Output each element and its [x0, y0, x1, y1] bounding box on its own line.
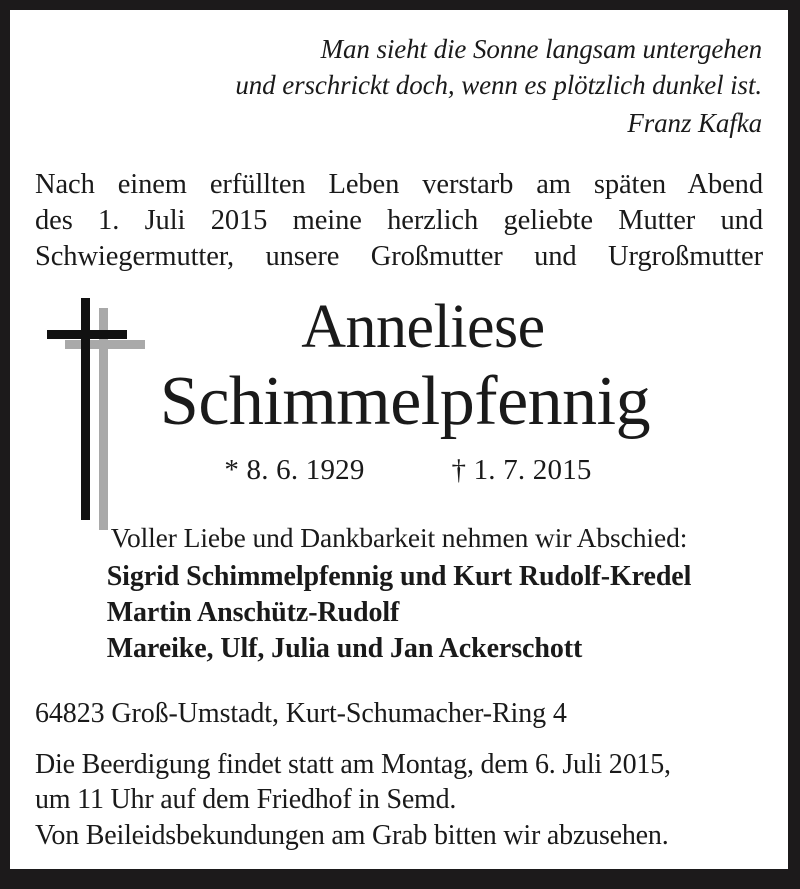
birth-symbol: *	[224, 454, 240, 487]
death-date: 1. 7. 2015	[473, 454, 592, 487]
funeral-line-3: Von Beileidsbekundungen am Grab bitten wir abzusehen.	[35, 820, 669, 852]
mourners-section	[35, 521, 763, 666]
mourner-line: Mareike, Ulf, Julia und Jan Ackerschott	[106, 633, 583, 665]
death-symbol: †	[451, 454, 467, 487]
deceased-family-name: Schimmelpfennig	[159, 363, 651, 441]
quote-line-2: und erschrickt doch, wenn es plötzlich dunkel ist.	[235, 69, 762, 100]
funeral-details	[35, 747, 763, 854]
birth-date: 8. 6. 1929	[246, 454, 365, 487]
quote-author: Franz Kafka	[627, 107, 762, 138]
deceased-given-name: Anneliese	[301, 293, 545, 362]
funeral-line-1: Die Beerdigung findet statt am Montag, dem 6. Juli 2015,	[35, 748, 671, 780]
quote-line-1: Man sieht die Sonne langsam untergehen	[320, 34, 762, 64]
christian-cross-icon	[47, 298, 157, 533]
funeral-line-2: um 11 Uhr auf dem Friedhof in Semd.	[35, 784, 457, 816]
mourners-intro-text: Voller Liebe und Dankbarkeit nehmen wir Abschied:	[110, 522, 688, 554]
intro-line-2: des 1. Juli 2015 meine herzlich geliebte Mutter und	[35, 204, 763, 236]
intro-paragraph	[35, 167, 763, 275]
memorial-quote	[35, 10, 763, 142]
intro-line-3: Schwiegermutter, unsere Großmutter und Urgroßmutter	[35, 240, 763, 272]
cross-horizontal-bar	[47, 330, 127, 339]
mourner-line: Martin Anschütz-Rudolf	[106, 597, 400, 629]
cross-shadow-horizontal-bar	[65, 340, 145, 349]
mourner-line: Sigrid Schimmelpfennig und Kurt Rudolf-Kredel	[106, 561, 692, 593]
deceased-name-block	[35, 293, 763, 487]
family-address: 64823 Groß-Umstadt, Kurt-Schumacher-Ring 4	[35, 697, 567, 729]
mourners-name-list	[107, 559, 692, 666]
notice-inner	[10, 10, 788, 869]
intro-line-1: Nach einem erfüllten Leben verstarb am späten Abend	[35, 168, 763, 200]
